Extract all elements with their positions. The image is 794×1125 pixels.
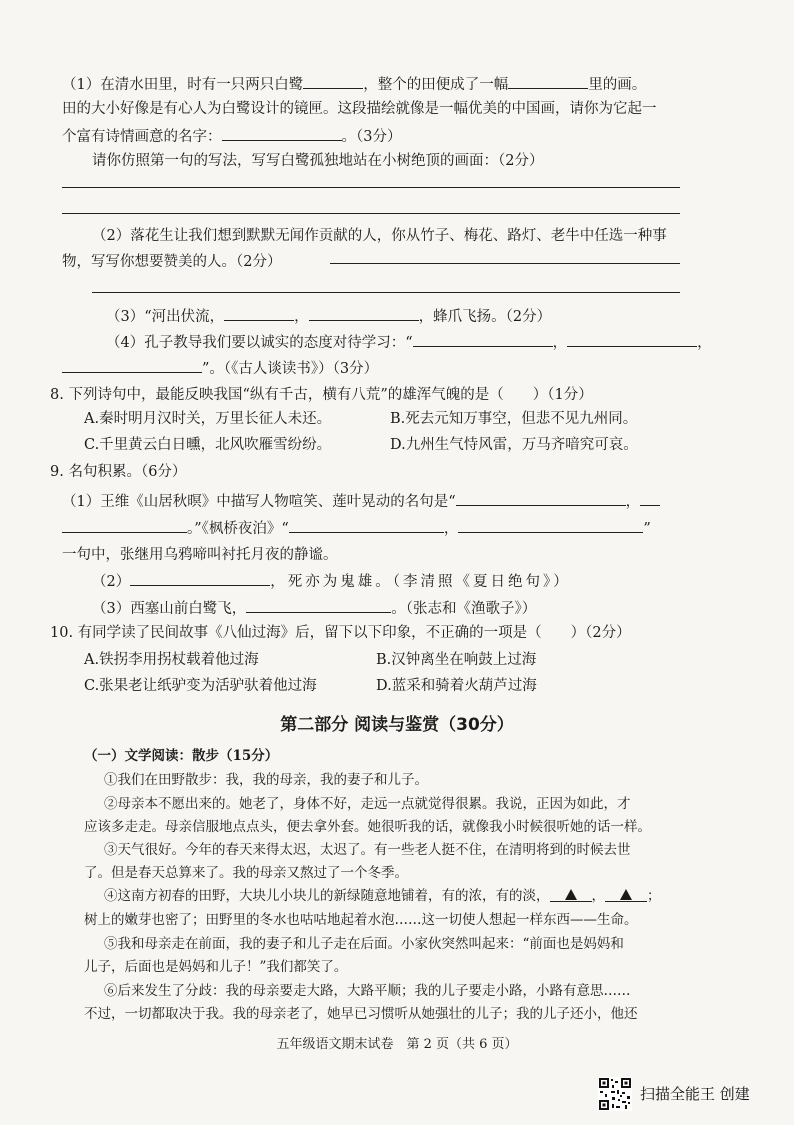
triangle-placeholder-icon [620, 889, 632, 900]
q8-option-b[interactable]: B.死去元知万事空，但悲不见九州同。 [390, 411, 638, 427]
q7-p4-line1: （4）孔子教导我们要以诚实的态度对待学习：“ ， ， [106, 331, 712, 353]
answer-blank[interactable] [246, 597, 391, 613]
answer-blank[interactable] [413, 331, 553, 347]
q9-s1-line3: 一句中，张继用乌鸦啼叫衬托月夜的静谧。 [62, 547, 338, 563]
q10-option-a[interactable]: A.铁拐李用拐杖载着他过海 [84, 652, 259, 668]
answer-blank[interactable] [550, 886, 592, 902]
q9-s1-line1: （1）王维《山居秋暝》中描写人物喧笑、莲叶晃动的名句是“ ， [62, 490, 660, 512]
q8-option-d[interactable]: D.九州生气恃风雷，万马齐喑究可哀。 [390, 437, 638, 453]
part2-subtitle: （一）文学阅读：散步（15分） [84, 748, 279, 764]
answer-blank[interactable] [62, 517, 187, 533]
q9-s3: （3）西塞山前白鹭飞， 。（张志和《渔歌子》） [92, 597, 536, 619]
q7-p1-line2: 田的大小好像是有心人为白鹭设计的镜匣。这段描绘就像是一幅优美的中国画，请你为它起一 [62, 101, 657, 117]
passage-para-3b: 了。但是春天总算来了。我的母亲又熬过了一个冬季。 [84, 865, 408, 881]
answer-blank[interactable] [640, 490, 660, 506]
q10-option-c[interactable]: C.张果老让纸驴变为活驴驮着他过海 [84, 678, 317, 694]
passage-para-4b: 树上的嫩芽也密了；田野里的冬水也咕咕地起着水泡……这一切使人想起一样东西——生命。 [84, 912, 638, 928]
q10-option-b[interactable]: B.汉钟离坐在响鼓上过海 [376, 652, 537, 668]
answer-line[interactable] [62, 213, 680, 214]
q9-s1-line2: 。”《枫桥夜泊》“ ， ” [62, 517, 651, 539]
passage-para-2b: 应该多走走。母亲信服地点点头，便去拿外套。她很听我的话，就像我小时候很听她的话一样。 [84, 819, 651, 835]
q7-p2-line1: （2）落花生让我们想到默默无闻作贡献的人，你从竹子、梅花、路灯、老牛中任选一种事 [92, 228, 667, 244]
answer-blank[interactable] [224, 305, 294, 321]
page-footer: 五年级语文期末试卷 第 2 页（共 6 页） [276, 1037, 518, 1052]
q9-stem: 9. 名句积累。（6分） [50, 464, 187, 480]
q8-option-c[interactable]: C.千里黄云白日曛，北风吹雁雪纷纷。 [84, 437, 332, 453]
passage-para-5a: ⑤我和母亲走在前面，我的妻子和儿子走在后面。小家伙突然叫起来：“前面也是妈妈和 [104, 936, 624, 952]
answer-blank[interactable] [458, 517, 643, 533]
answer-blank[interactable] [309, 305, 419, 321]
answer-blank[interactable] [222, 125, 342, 141]
passage-para-6b: 不过，一切都取决于我。我的母亲老了，她早已习惯听从她强壮的儿子；我的儿子还小，他还 [84, 1006, 638, 1022]
passage-para-5b: 儿子，后面也是妈妈和儿子！”我们都笑了。 [84, 959, 348, 975]
answer-line[interactable] [92, 292, 680, 293]
triangle-placeholder-icon [565, 889, 577, 900]
qr-code-icon [598, 1077, 632, 1111]
answer-blank[interactable] [130, 570, 270, 586]
answer-blank[interactable] [289, 517, 444, 533]
q10-option-d[interactable]: D.蓝采和骑着火葫芦过海 [376, 678, 537, 694]
scanner-brand: 扫描全能王 创建 [640, 1085, 750, 1103]
q10-stem: 10. 有同学读了民间故事《八仙过海》后，留下以下印象，不正确的一项是（ ）（2分） [50, 625, 631, 641]
passage-para-2a: ②母亲本不愿出来的。她老了，身体不好，走远一点就觉得很累。我说，正因为如此，才 [104, 796, 631, 812]
answer-blank[interactable] [303, 73, 363, 89]
q8-stem: 8. 下列诗句中，最能反映我国“纵有千古，横有八荒”的雄浑气魄的是（ ）（1分） [50, 387, 593, 403]
q7-p1-line1: （1）在清水田里，时有一只两只白鹭 ，整个的田便成了一幅 里的画。 [62, 73, 646, 95]
answer-blank[interactable] [567, 331, 697, 347]
passage-para-4a: ④这南方初春的田野，大块儿小块儿的新绿随意地铺着，有的浓，有的淡， ， ； [104, 888, 661, 904]
q7-p3: （3）“河出伏流， ， ，蜂爪飞扬。（2分） [106, 305, 551, 327]
q7-p4-line2: ”。（《古人谈读书》）（3分） [62, 357, 378, 379]
q7-p2-line2: 物，写写你想要赞美的人。（2分） [62, 254, 282, 270]
answer-blank[interactable] [508, 73, 588, 89]
part2-title: 第二部分 阅读与鉴赏（30分） [280, 715, 514, 735]
passage-para-3a: ③天气很好。今年的春天来得太迟，太迟了。有一些老人挺不住，在清明将到的时候去世 [104, 842, 631, 858]
passage-para-6a: ⑥后来发生了分歧：我的母亲要走大路，大路平顺；我的儿子要走小路，小路有意思…… [104, 983, 631, 999]
answer-line[interactable] [62, 187, 680, 188]
q8-option-a[interactable]: A.秦时明月汉时关，万里长征人未还。 [84, 411, 332, 427]
answer-blank[interactable] [605, 886, 647, 902]
q7-p1-line3: 个富有诗情画意的名字： 。（3分） [62, 125, 401, 147]
passage-para-1: ①我们在田野散步：我，我的母亲，我的妻子和儿子。 [104, 772, 428, 788]
answer-blank[interactable] [62, 357, 202, 373]
q7-p1-line4: 请你仿照第一句的写法，写写白鹭孤独地站在小树绝顶的画面：（2分） [92, 153, 544, 169]
q9-s2: （2） ，死亦为鬼雄。（李清照《夏日绝句》） [92, 570, 571, 592]
answer-blank[interactable] [456, 490, 626, 506]
answer-line[interactable] [330, 263, 680, 264]
